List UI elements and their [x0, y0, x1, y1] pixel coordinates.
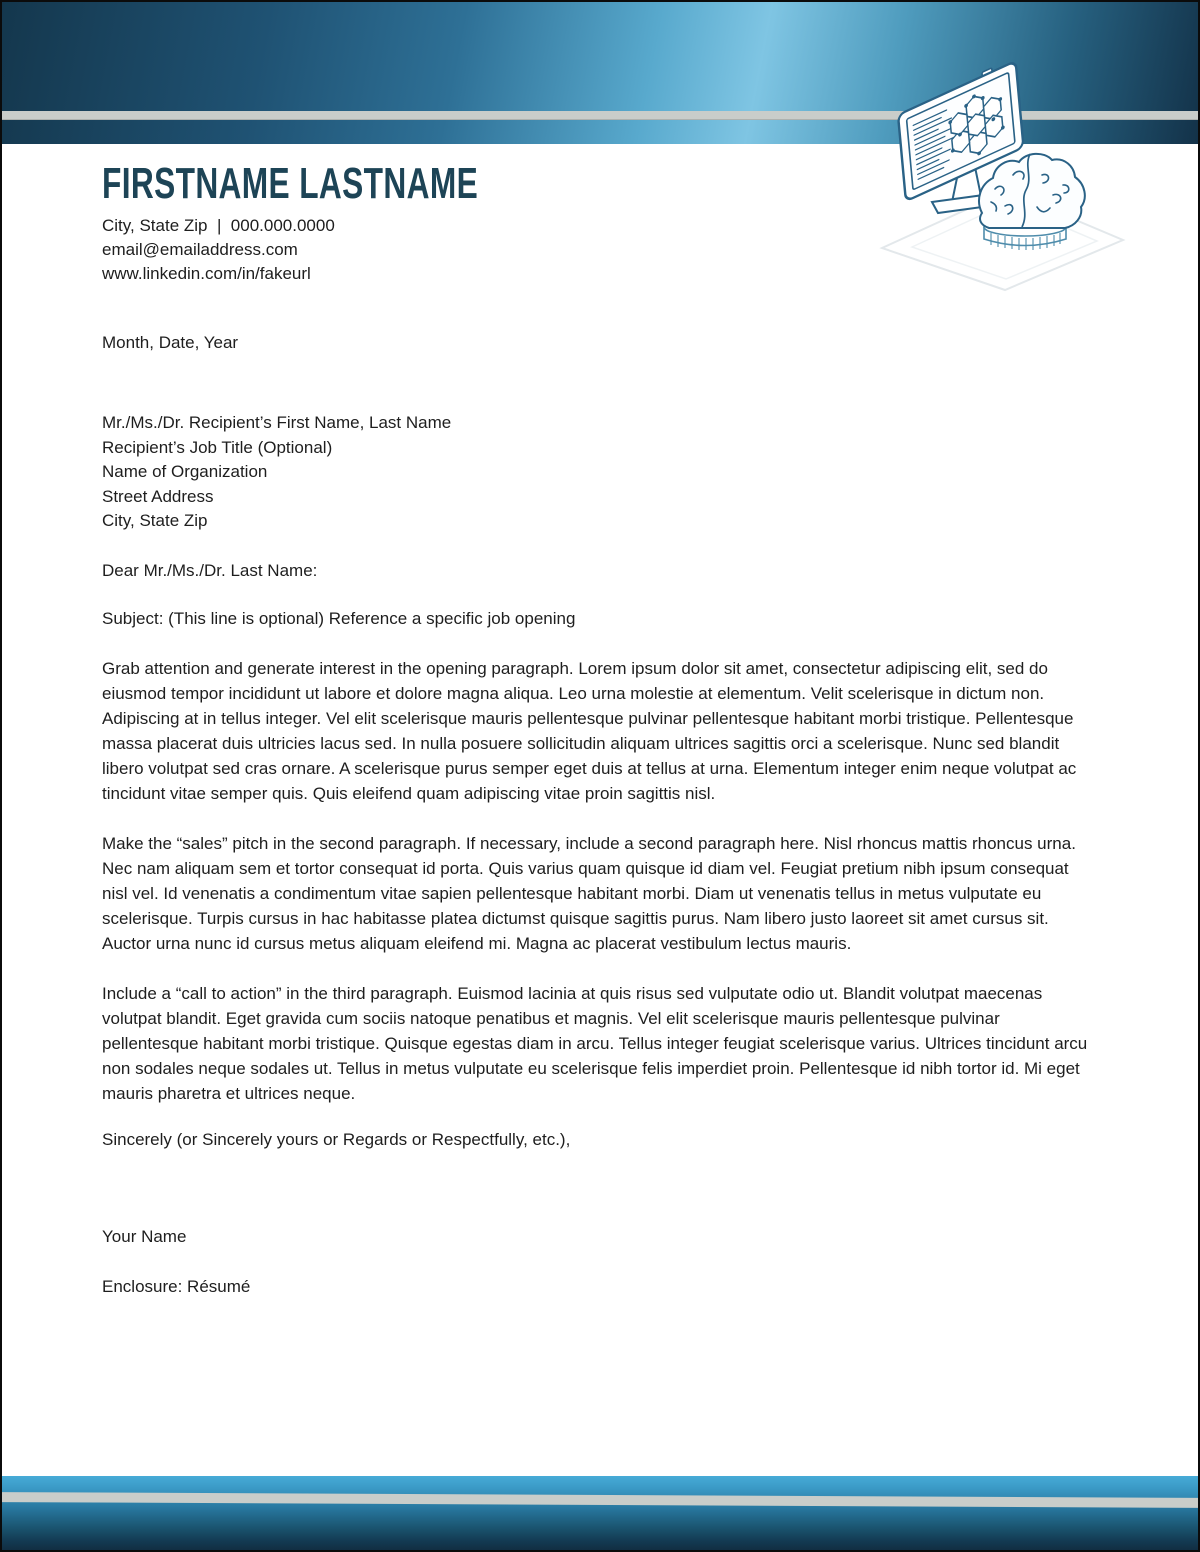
- signature-name: Your Name: [102, 1226, 187, 1246]
- body-paragraph-3: Include a “call to action” in the third paragraph. Euismod lacinia at quis risus sed vulputate odio ut. Blandit volutpat maecenas volutpat blandit. Eget gravida cum sociis natoque penatibus et magnis. Vel elit scelerisque mauris pellentesque pulvinar pellentesque habitant morbi tristique. Quisque egestas diam in arcu. Tellus integer feugiat scelerisque varius. Ultrices tincidunt arcu non sodales neque sodales ut. Tellus in metus vulputate eu scelerisque felis imperdiet proin. Pellentesque id nibh tortor id. Mi eget mauris pharetra et ultrices neque.: [102, 983, 1088, 1103]
- recipient-block: [102, 411, 1094, 534]
- footer-gray-stripe: [2, 1492, 1198, 1508]
- recipient-street: Street Address: [102, 486, 214, 506]
- page-title: [102, 159, 1094, 208]
- recipient-job-title: Recipient’s Job Title (Optional): [102, 437, 333, 457]
- contact-email: email@emailaddress.com: [102, 240, 298, 259]
- recipient-city: City, State Zip: [102, 511, 208, 530]
- enclosure-line: Enclosure: Résumé: [102, 1276, 251, 1296]
- contact-block: [102, 214, 1094, 286]
- closing-line: Sincerely (or Sincerely yours or Regards or Respectfully, etc.),: [102, 1129, 571, 1149]
- recipient-name: Mr./Ms./Dr. Recipient’s First Name, Last Name: [102, 413, 452, 432]
- date-line: Month, Date, Year: [102, 333, 239, 352]
- subject-line: Subject: (This line is optional) Reference a specific job opening: [102, 608, 576, 628]
- footer-band: [2, 1476, 1198, 1550]
- contact-city-phone: City, State Zip | 000.000.0000: [102, 216, 335, 235]
- body-paragraph-2: Make the “sales” pitch in the second paragraph. If necessary, include a second paragraph here. Nisl rhoncus mattis rhoncus urna. Nec nam aliquam sem et tortor consequat id porta. Quis varius quam quisque id diam vel. Feugiat pretium nibh ipsum consequat nisl vel. Id venenatis a condimentum vitae sapien pellentesque habitant morbi. Diam ut venenatis tellus in metus vulputate eu scelerisque. Turpis cursus in hac habitasse platea dictumst quisque sagittis purus. Nam libero justo laoreet sit amet cursus sit. Auctor urna nunc id cursus metus aliquam eleifend mi. Magna ac placerat vestibulum lectus mauris.: [102, 833, 1076, 953]
- contact-linkedin: www.linkedin.com/in/fakeurl: [102, 264, 311, 283]
- recipient-organization: Name of Organization: [102, 462, 268, 481]
- salutation: Dear Mr./Ms./Dr. Last Name:: [102, 560, 318, 580]
- body-paragraph-1: Grab attention and generate interest in the opening paragraph. Lorem ipsum dolor sit amet, consectetur adipiscing elit, sed do eiusmod tempor incididunt ut labore et dolore magna aliqua. Leo urna molestie at elementum. Velit scelerisque in dictum non. Adipiscing at in tellus integer. Vel elit scelerisque mauris pellentesque pulvinar pellentesque habitant morbi tristique. Pellentesque massa placerat duis ultricies lacus sed. In nulla posuere sollicitudin aliquam ultrices sagittis orci a scelerisque. Nunc sed blandit libero volutpat sed cras ornare. A scelerisque purus semper eget duis at tellus at urna. Elementum integer enim neque volutpat ac tincidunt vitae semper quis. Quis eleifend quam adipiscing vitae proin sagittis nisl.: [102, 658, 1077, 803]
- letter-content: [102, 159, 1094, 1299]
- sender-name: FIRSTNAME LASTNAME: [102, 159, 479, 208]
